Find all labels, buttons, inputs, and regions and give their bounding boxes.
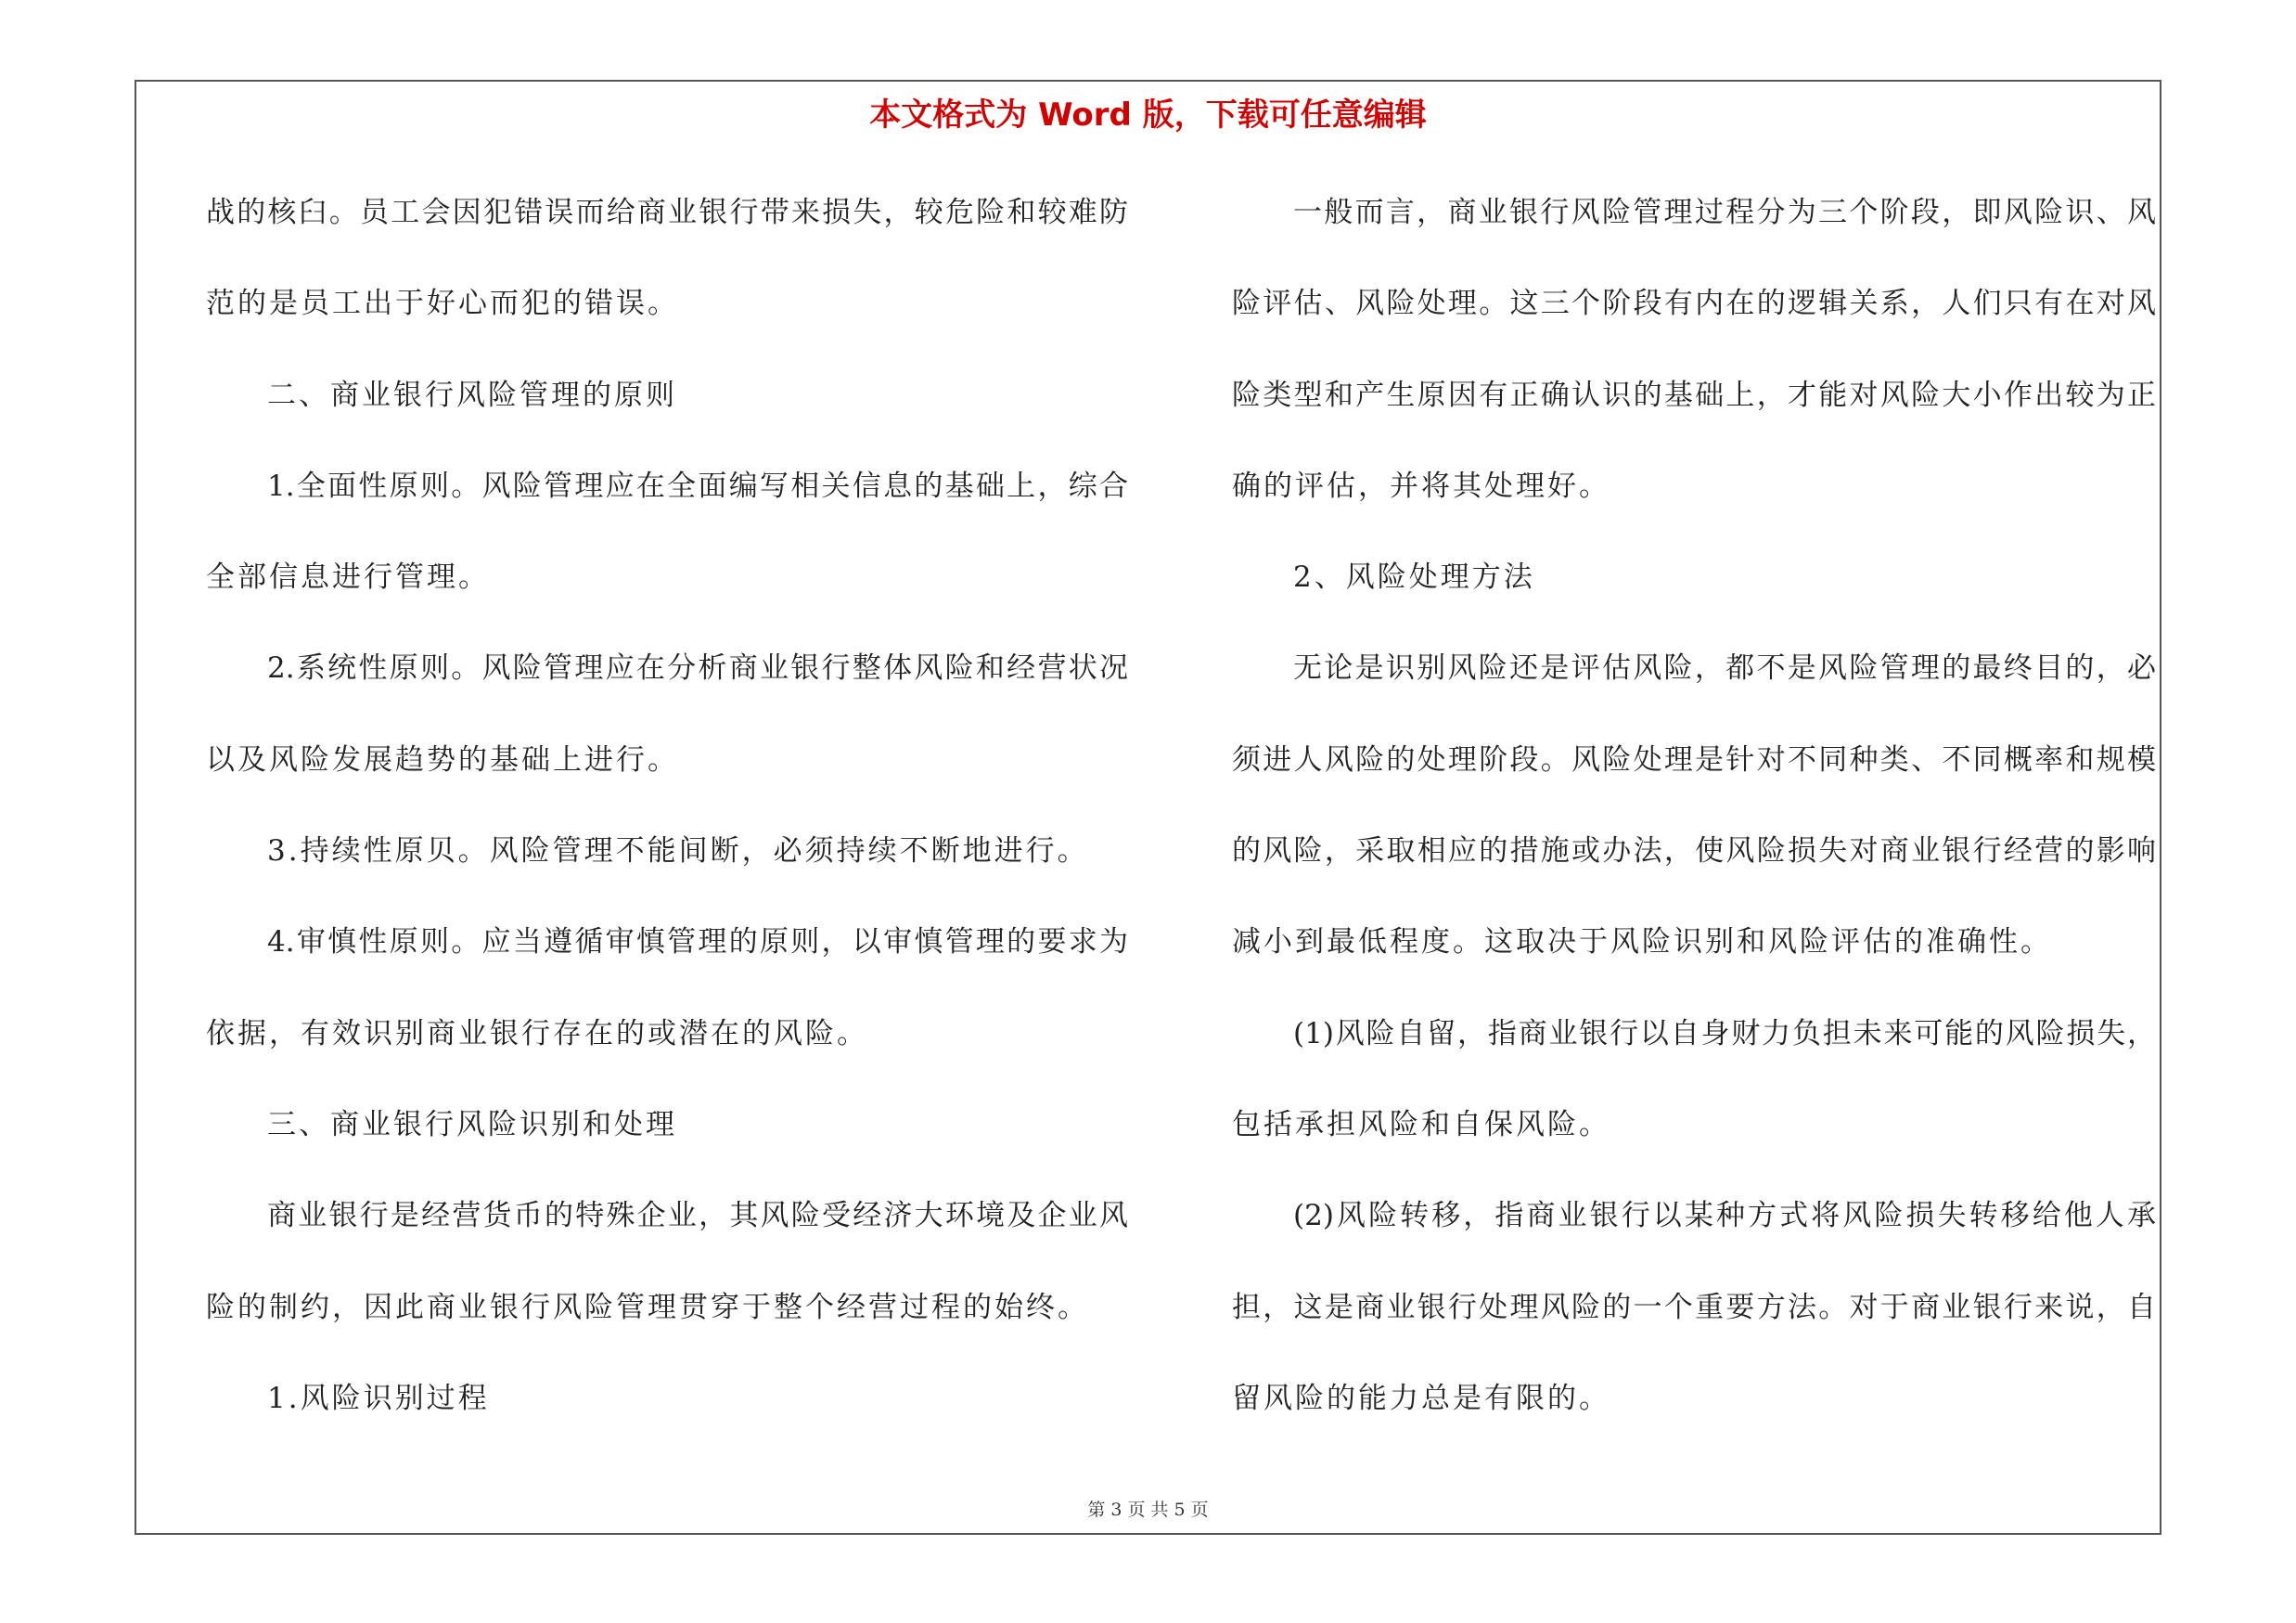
paragraph-line: 留风险的能力总是有限的。 — [1232, 1381, 1610, 1415]
editable-word-banner: 本文格式为 Word 版，下载可任意编辑 — [869, 97, 1427, 134]
page-number-footer: 第 3 页 共 5 页 — [1087, 1500, 1209, 1520]
paragraph-line: 范的是员工出于好心而犯的错误。 — [206, 287, 679, 321]
paragraph-line: 1.风险识别过程 — [267, 1381, 490, 1415]
paragraph-line: 战的核臼。员工会因犯错误而给商业银行带来损失，较危险和较难防 — [206, 196, 1128, 229]
paragraph-line: 依据，有效识别商业银行存在的或潜在的风险。 — [206, 1016, 868, 1050]
left-column — [206, 167, 1128, 1444]
paragraph-line: 减小到最低程度。这取决于风险识别和风险评估的准确性。 — [1232, 925, 2052, 960]
paragraph-line: 险的制约，因此商业银行风险管理贯穿于整个经营过程的始终。 — [206, 1290, 1089, 1324]
paragraph-line: 4.审慎性原则。应当遵循审慎管理的原则，以审慎管理的要求为 — [267, 925, 1128, 960]
paragraph-line: 1.全面性原则。风险管理应在全面编写相关信息的基础上，综合 — [267, 469, 1128, 503]
right-column — [1232, 167, 2156, 1444]
paragraph-line: 确的评估，并将其处理好。 — [1232, 469, 1610, 503]
paragraph-line: 3.持续性原贝。风险管理不能间断，必须持续不断地进行。 — [267, 834, 1089, 869]
paragraph-line: 以及风险发展趋势的基础上进行。 — [206, 742, 679, 777]
paragraph-line: 商业银行是经营货币的特殊企业，其风险受经济大环境及企业风 — [267, 1199, 1128, 1233]
paragraph-line: 无论是识别风险还是评估风险，都不是风险管理的最终目的，必 — [1293, 651, 2156, 686]
paragraph-line: 2.系统性原则。风险管理应在分析商业银行整体风险和经营状况 — [267, 651, 1128, 686]
paragraph-line: 担，这是商业银行处理风险的一个重要方法。对于商业银行来说，自 — [1232, 1290, 2156, 1324]
paragraph-line: 二、商业银行风险管理的原则 — [267, 378, 677, 412]
paragraph-line: 须进人风险的处理阶段。风险处理是针对不同种类、不同概率和规模 — [1232, 742, 2156, 777]
paragraph-line: 全部信息进行管理。 — [206, 560, 490, 595]
paragraph-line: 的风险，采取相应的措施或办法，使风险损失对商业银行经营的影响 — [1232, 834, 2156, 869]
paragraph-line: 一般而言，商业银行风险管理过程分为三个阶段，即风险识、风 — [1293, 196, 2156, 229]
paragraph-line: (1)风险自留，指商业银行以自身财力负担未来可能的风险损失， — [1293, 1016, 2156, 1050]
paragraph-line: 三、商业银行风险识别和处理 — [267, 1107, 677, 1141]
paragraph-line: 险类型和产生原因有正确认识的基础上，才能对风险大小作出较为正 — [1232, 378, 2156, 412]
paragraph-line: 包括承担风险和自保风险。 — [1232, 1107, 1610, 1141]
paragraph-line: 险评估、风险处理。这三个阶段有内在的逻辑关系，人们只有在对风 — [1232, 287, 2156, 321]
paragraph-line: 2、风险处理方法 — [1293, 560, 1535, 595]
paragraph-line: (2)风险转移，指商业银行以某种方式将风险损失转移给他人承 — [1293, 1199, 2156, 1233]
